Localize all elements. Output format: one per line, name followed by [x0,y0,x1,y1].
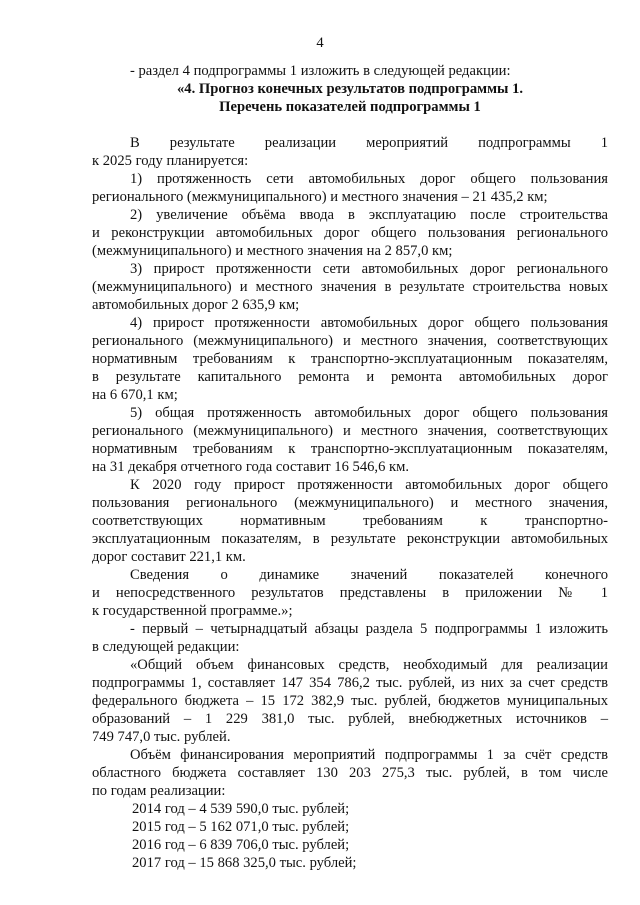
text-line: в результате капитального ремонта и ремонта автомобильных дорог [92,369,608,385]
text-line: эксплуатационным показателям, в результате реконструкции автомобильных [92,531,608,547]
text-line: 749 747,0 тыс. рублей. [92,729,231,745]
text-line: (межмуниципального) и местного значения в результате строительства новых [92,279,608,295]
text-line: в следующей редакции: [92,639,240,655]
text-line: регионального (межмуниципального) и местного значения, соответствующих [92,423,608,439]
intro-line: - раздел 4 подпрограммы 1 изложить в следующей редакции: [130,63,511,79]
page-number: 4 [316,35,324,51]
text-line: 5) общая протяженность автомобильных дорог общего пользования [130,405,608,421]
heading-line-1: «4. Прогноз конечных результатов подпрограммы 1. [176,81,524,97]
text-line: 1) протяженность сети автомобильных дорог общего пользования [130,171,608,187]
text-line: на 31 декабря отчетного года составит 16 546,6 км. [92,459,409,475]
text-line: К 2020 году прирост протяженности автомобильных дорог общего [130,477,608,493]
text-line: В результате реализации мероприятий подпрограммы 1 [130,135,608,151]
text-line: автомобильных дорог 2 635,9 км; [92,297,300,313]
text-line: федерального бюджета – 15 172 382,9 тыс. рублей, бюджетов муниципальных [92,693,608,709]
text-line: Сведения о динамике значений показателей конечного [130,567,608,583]
text-line: (межмуниципального) и местного значения на 2 857,0 км; [92,243,453,259]
text-line: и непосредственного результатов представлены в приложении № 1 [92,585,608,601]
text-line: пользования регионального (межмуниципального) и местного значения, [92,495,608,511]
year-line-2015: 2015 год – 5 162 071,0 тыс. рублей; [132,819,350,835]
text-line: «Общий объем финансовых средств, необходимый для реализации [130,657,608,673]
text-line: и реконструкции автомобильных дорог общего пользования регионального [92,225,608,241]
text-line: соответствующих нормативным требованиям к транспортно- [92,513,608,529]
text-line: подпрограммы 1, составляет 147 354 786,2 тыс. рублей, из них за счет средств [92,675,608,691]
text-line: - первый – четырнадцатый абзацы раздела 5 подпрограммы 1 изложить [130,621,608,637]
text-line: образований – 1 229 381,0 тыс. рублей, внебюджетных источников – [92,711,608,727]
text-line: Объём финансирования мероприятий подпрограммы 1 за счёт средств [130,747,608,763]
text-line: регионального (межмуниципального) и местного значения, соответствующих [92,333,608,349]
text-line: 4) прирост протяженности автомобильных дорог общего пользования [130,315,608,331]
text-line: дорог составит 221,1 км. [92,549,246,565]
year-line-2017: 2017 год – 15 868 325,0 тыс. рублей; [132,855,357,871]
text-line: регионального (межмуниципального) и местного значения – 21 435,2 км; [92,189,548,205]
text-line: к государственной программе.»; [92,603,293,619]
text-line: областного бюджета составляет 130 203 275,3 тыс. рублей, в том числе [92,765,608,781]
year-line-2016: 2016 год – 6 839 706,0 тыс. рублей; [132,837,350,853]
text-line: 2) увеличение объёма ввода в эксплуатацию после строительства [130,207,608,223]
text-line: на 6 670,1 км; [92,387,178,403]
text-line: нормативным требованиям к транспортно-эксплуатационным показателям, [92,441,608,457]
year-line-2014: 2014 год – 4 539 590,0 тыс. рублей; [132,801,350,817]
heading-line-2: Перечень показателей подпрограммы 1 [219,99,481,115]
text-line: 3) прирост протяженности сети автомобильных дорог регионального [130,261,608,277]
text-line: к 2025 году планируется: [92,153,249,169]
text-line: по годам реализации: [92,783,226,799]
text-line: нормативным требованиям к транспортно-эксплуатационным показателям, [92,351,608,367]
